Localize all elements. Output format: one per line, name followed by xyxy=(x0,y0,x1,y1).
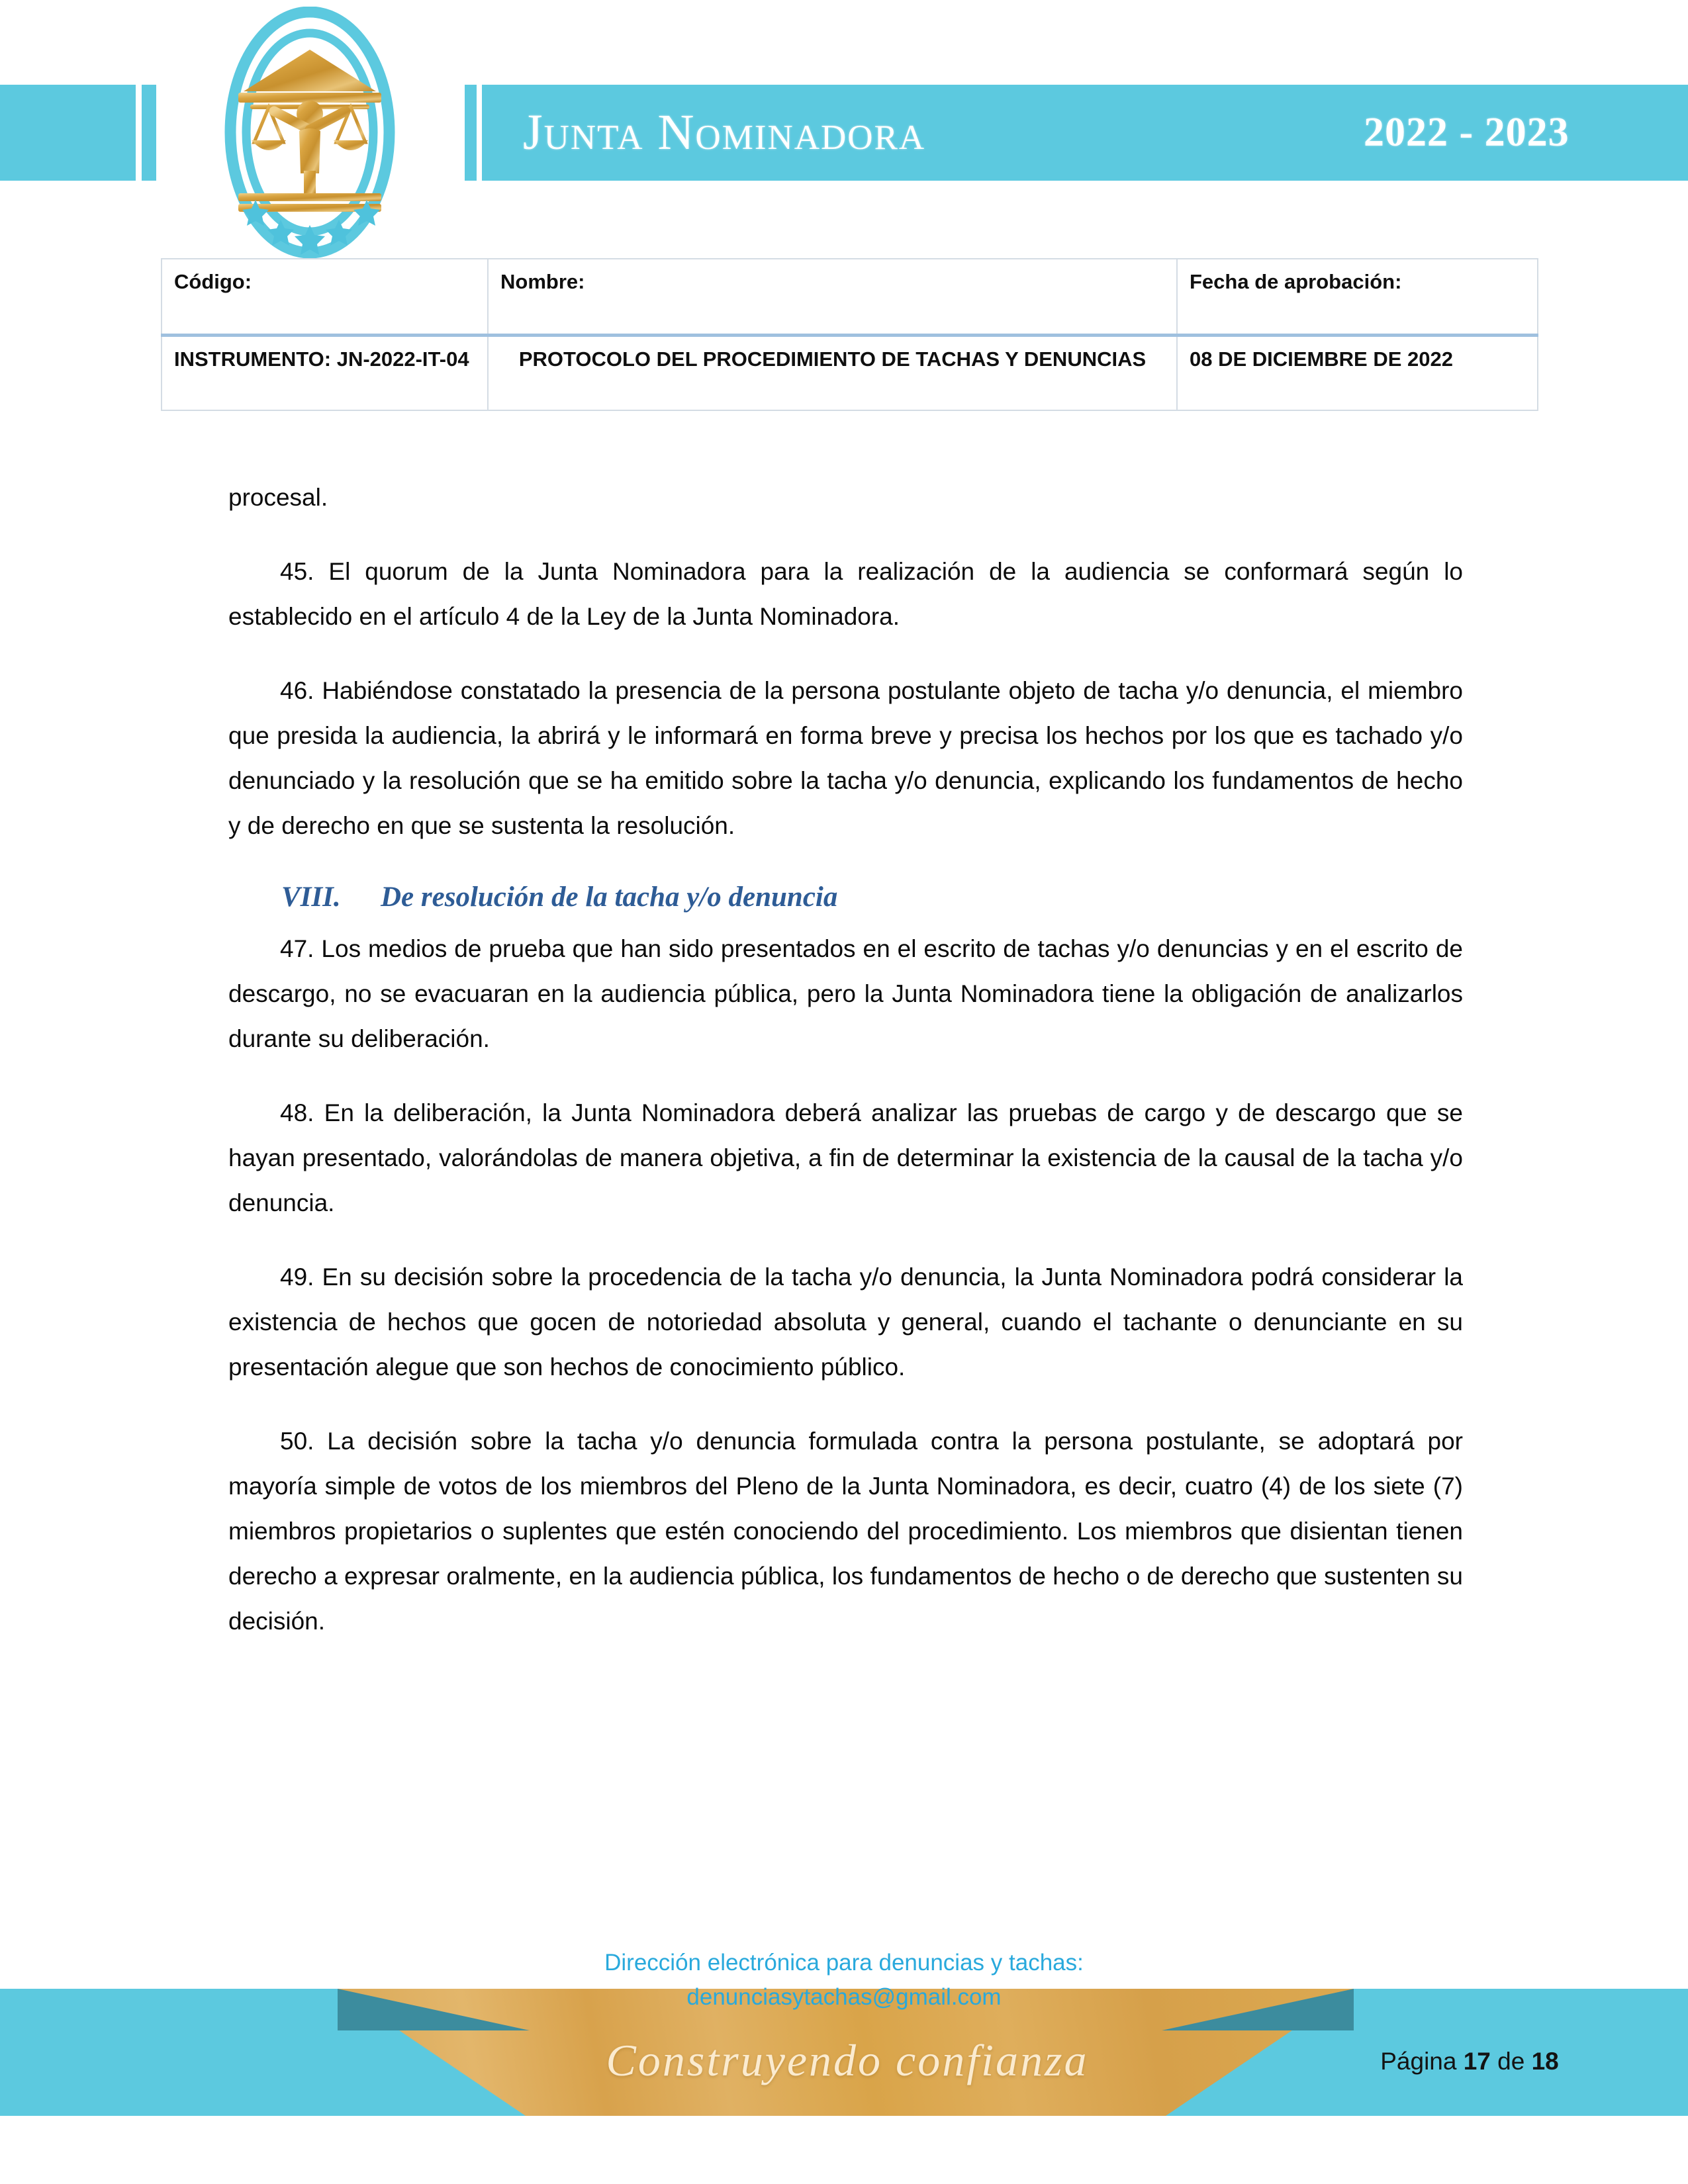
paragraph-49: 49. En su decisión sobre la procedencia de la tacha y/o denuncia, la Junta Nominadora podrá considerar la existencia de hechos que gocen de notoriedad absoluta y general, cuando el tachante o denunciante en su presentación alegue que son hechos de conocimiento público. xyxy=(228,1263,1463,1381)
table-cell-protocolo: PROTOCOLO DEL PROCEDIMIENTO DE TACHAS Y DENUNCIAS xyxy=(488,336,1177,411)
document-body xyxy=(228,475,1463,1644)
table-cell-fecha-aprobacion: 08 DE DICIEMBRE DE 2022 xyxy=(1177,336,1538,411)
paragraph-46: 46. Habiéndose constatado la presencia de la persona postulante objeto de tacha y/o denuncia, el miembro que presida la audiencia, la abrirá y le informará en forma breve y precisa los hechos por los que es tachado y/o denunciado y la resolución que se ha emitido sobre la tacha y/o denuncia, explicando los fundamentos de hecho y de derecho en que se sustenta la resolución. xyxy=(228,677,1463,839)
section-title: De resolución de la tacha y/o denuncia xyxy=(381,882,838,913)
table-cell-instrumento: INSTRUMENTO: JN-2022-IT-04 xyxy=(162,336,488,411)
paragraph-48: 48. En la deliberación, la Junta Nominadora deberá analizar las pruebas de cargo y de descargo que se hayan presentado, valorándolas de manera objetiva, a fin de determinar la existencia de la causal de la tacha y/o denuncia. xyxy=(228,1099,1463,1216)
footer-email-label: Dirección electrónica para denuncias y tachas: xyxy=(604,1950,1084,1976)
document-metadata-table xyxy=(161,258,1538,411)
junta-nominadora-emblem-icon xyxy=(158,7,462,258)
page-header xyxy=(0,0,1688,205)
header-band-right-tick xyxy=(465,85,477,181)
paragraph-47: 47. Los medios de prueba que han sido presentados en el escrito de tachas y/o denuncias y en el escrito de descargo, no se evacuaran en la audiencia pública, pero la Junta Nominadora tiene la obligación de analizarlos durante su deliberación. xyxy=(228,935,1463,1052)
page-prefix-label: Página xyxy=(1380,2048,1457,2075)
table-header-codigo: Código: xyxy=(162,259,488,336)
table-header-nombre: Nombre: xyxy=(488,259,1177,336)
table-header-fecha: Fecha de aprobación: xyxy=(1177,259,1538,336)
footer-slogan: Construyendo confianza xyxy=(606,2035,1089,2085)
table-row-values xyxy=(162,336,1538,411)
footer-email-address[interactable]: denunciasytachas@gmail.com xyxy=(686,1984,1002,2010)
paragraph-continued: procesal. xyxy=(228,484,328,511)
header-band-left-segment xyxy=(0,85,136,181)
organization-title: Junta Nominadora xyxy=(523,105,926,160)
period-years: 2022 - 2023 xyxy=(1364,110,1570,155)
page-number-indicator xyxy=(1297,2045,1642,2078)
paragraph-50: 50. La decisión sobre la tacha y/o denuncia formulada contra la persona postulante, se adoptará por mayoría simple de votos de los miembros del Pleno de la Junta Nominadora, es decir, cuatro (4) de los siete (7) miembros propietarios o suplentes que estén conociendo del procedimiento. Los miembros que disientan tienen derecho a expresar oralmente, en la audiencia pública, los fundamentos de hecho o de derecho que sustenten su decisión. xyxy=(228,1428,1463,1635)
page-total-number: 18 xyxy=(1531,2048,1559,2075)
section-heading-viii xyxy=(281,878,1463,917)
page-middle-label: de xyxy=(1497,2048,1525,2075)
section-numeral: VIII. xyxy=(281,882,341,913)
header-band-left-tick xyxy=(142,85,156,181)
paragraph-45: 45. El quorum de la Junta Nominadora para la realización de la audiencia se conformará según lo establecido en el artículo 4 de la Ley de la Junta Nominadora. xyxy=(228,558,1463,630)
page-current-number: 17 xyxy=(1463,2048,1491,2075)
footer-contact-block xyxy=(0,1946,1688,2015)
table-row-headers xyxy=(162,259,1538,336)
page-footer xyxy=(0,1950,1688,2124)
